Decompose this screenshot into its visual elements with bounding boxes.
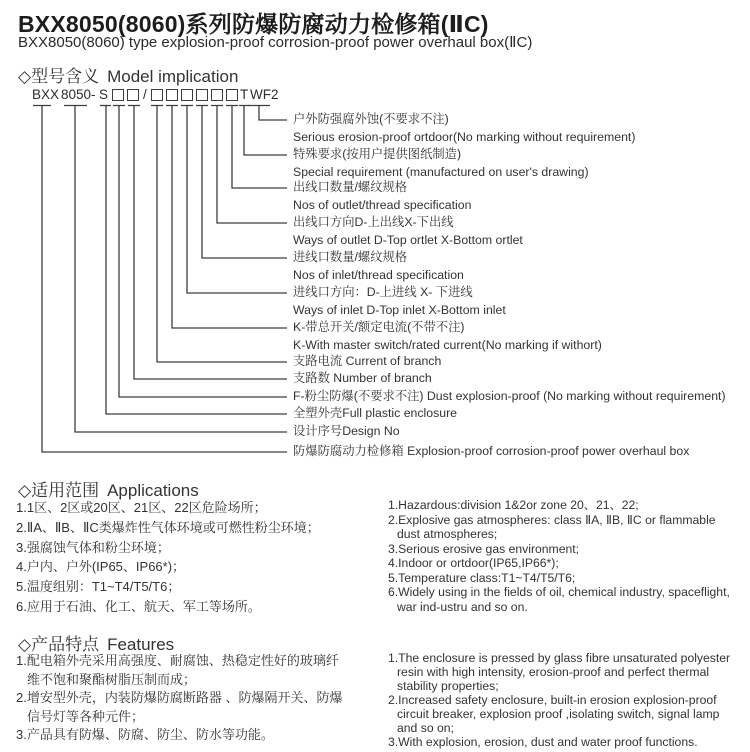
list-line: stability properties;	[397, 679, 499, 693]
model-section-header-cn: ◇型号含义	[18, 67, 100, 86]
diagram-connector-line	[196, 106, 287, 259]
model-entry	[293, 405, 457, 423]
diagram-connector-line	[100, 106, 287, 415]
model-code-part: BXX	[32, 87, 60, 102]
list-item	[16, 689, 342, 726]
model-code-part: -	[91, 87, 96, 102]
model-entry-line: Special requirement (manufactured on user's drawing)	[293, 164, 589, 179]
list-line: 1.Hazardous:division 1&2or zone 20、21、22;	[388, 498, 639, 512]
features-section-header-cn: ◇产品特点	[18, 635, 100, 654]
model-entry-line: 出线口方向D-上出线X-下出线	[293, 215, 454, 229]
model-entry	[293, 111, 635, 146]
features-list-en	[388, 651, 730, 749]
list-item	[388, 585, 730, 614]
diagram-connector-line	[226, 106, 287, 189]
diagram-connector-line	[239, 106, 287, 156]
list-item	[16, 652, 342, 689]
list-item	[16, 557, 320, 577]
list-line: 6.Widely using in the fields of oil, chemical industry, spaceflight,	[388, 585, 730, 599]
list-line: 6.应用于石油、化工、航天、军工等场所。	[16, 598, 261, 614]
list-item	[16, 577, 320, 597]
model-entry-line: Nos of outlet/thread specification	[293, 197, 472, 212]
diagram-connector-line	[33, 106, 287, 453]
model-entry-line: 全塑外壳Full plastic enclosure	[293, 406, 458, 420]
list-line: 1.1区、2区或20区、21区、22区危险场所；	[16, 500, 267, 515]
model-entry	[293, 388, 726, 406]
model-code-part: WF2	[250, 87, 279, 102]
model-entry-line: 防爆防腐动力检修箱 Explosion-proof corrosion-proof power overhaul box	[293, 444, 690, 458]
list-item	[16, 538, 320, 558]
model-entry-line: 支路数 Number of branch	[293, 371, 432, 385]
list-line: 信号灯等各种元件；	[27, 708, 145, 724]
model-entry-line: Ways of outlet D-Top ortlet X-Bottom ortlet	[293, 232, 523, 247]
model-entry	[293, 353, 441, 371]
model-entry-line: 特殊要求(按用户提供图纸制造)	[293, 147, 462, 161]
list-line: 1.配电箱外壳采用高强度、耐腐蚀、热稳定性好的玻璃纤	[16, 653, 339, 668]
model-entry-line: F-粉尘防爆(不要求不注) Dust explosion-proof (No marking without requirement)	[293, 389, 726, 403]
model-entry	[293, 423, 400, 441]
list-line: 1.The enclosure is pressed by glass fibre unsaturated polyester	[388, 651, 731, 665]
model-entry-line: Nos of inlet/thread specification	[293, 267, 464, 282]
model-entry	[293, 249, 464, 284]
model-entry-line: 出线口数量/螺纹规格	[293, 180, 408, 194]
diagram-connector-line	[248, 106, 287, 121]
list-line: 3.强腐蚀气体和粉尘环境；	[16, 539, 170, 555]
model-entry	[293, 319, 602, 354]
applications-list-en	[388, 498, 730, 614]
diagram-connector-line	[181, 106, 287, 294]
list-item	[388, 542, 730, 557]
list-line: 5.温度组别：T1~T4/T5/T6；	[16, 579, 181, 595]
list-item	[388, 735, 730, 749]
list-line: 3.Serious erosive gas environment;	[388, 541, 580, 556]
model-entry-line: 进线口方向：D-上进线 X- 下进线	[293, 285, 473, 299]
list-line: dust atmospheres;	[397, 527, 498, 541]
diagram-connector-line	[211, 106, 287, 224]
model-entry	[293, 146, 589, 181]
list-item	[388, 513, 730, 542]
list-line: 4.Indoor or ortdoor(IP65,IP66*);	[388, 556, 559, 570]
model-entry-line: 设计序号Design No	[293, 424, 400, 438]
features-list-cn	[16, 652, 342, 745]
list-item	[388, 498, 730, 513]
list-line: circuit breaker, explosion proof ,isolating switch, signal lamp	[397, 707, 720, 721]
list-item	[388, 571, 730, 586]
model-code-part: T	[240, 87, 249, 102]
model-entry-line: 进线口数量/螺纹规格	[293, 250, 408, 264]
page-title-cn: BXX8050(8060)系列防爆防腐动力检修箱(ⅡC)	[18, 11, 489, 37]
list-line: and so on;	[397, 721, 454, 735]
applications-section-header-cn: ◇适用范围	[18, 481, 100, 500]
list-item	[388, 693, 730, 735]
list-item	[16, 518, 320, 538]
model-entry-line: 支路电流 Current of branch	[293, 354, 442, 368]
list-item	[16, 726, 342, 745]
list-line: war ind-ustru and so on.	[397, 599, 528, 614]
list-line: 4.户内、户外(IP65、IP66*)；	[16, 559, 186, 575]
list-line: 3.产品具有防爆、防腐、防尘、防水等功能。	[16, 727, 274, 742]
model-entry-line: Serious erosion-proof ortdoor(No marking without requirement)	[293, 129, 636, 144]
model-code-part: 8050	[61, 87, 92, 102]
list-line: 5.Temperature class:T1~T4/T5/T6;	[388, 570, 576, 585]
diagram-connector-line	[166, 106, 287, 329]
applications-list-cn	[16, 498, 320, 617]
list-line: 2.增安型外壳，内装防爆防腐断路器 、防爆隔开关、防爆	[16, 690, 343, 705]
diagram-connector-line	[128, 106, 287, 380]
list-item	[16, 498, 320, 518]
list-item	[388, 556, 730, 571]
model-entry	[293, 179, 471, 214]
model-code-part: /	[143, 87, 147, 102]
model-entry-line: 户外防强腐外蚀(不要求不注)	[293, 112, 449, 126]
list-line: 2.Increased safety enclosure, built-in erosion explosion-proof	[388, 693, 717, 707]
list-line: 维不饱和聚酯树脂压制而成；	[27, 671, 197, 687]
applications-section-header-en: Applications	[107, 481, 199, 500]
features-section-header-en: Features	[107, 635, 175, 654]
model-entry	[293, 370, 432, 388]
list-item	[16, 597, 320, 617]
model-section-header-en: Model implication	[107, 67, 239, 86]
list-line: 3.With explosion, erosion, dust and water proof functions.	[388, 735, 698, 749]
model-entry	[293, 284, 506, 319]
model-code-part: S	[99, 87, 109, 102]
model-entry-line: K-With master switch/rated current(No marking if withort)	[293, 337, 602, 352]
model-entry	[293, 214, 523, 249]
model-entry-line: K-带总开关/额定电流(不带不注)	[293, 320, 465, 334]
model-entry	[293, 443, 689, 461]
page-title-en: BXX8050(8060) type explosion-proof corrosion-proof power overhaul box(ⅡC)	[18, 34, 533, 51]
list-line: resin with high intensity, erosion-proof and perfect thermal	[397, 665, 710, 679]
list-item	[388, 651, 730, 693]
list-line: 2.Explosive gas atmospheres: class ⅡA, ⅡB, ⅡC or flammable	[388, 512, 716, 527]
model-entry-line: Ways of inlet D-Top inlet X-Bottom inlet	[293, 302, 506, 317]
diagram-connector-line	[113, 106, 287, 398]
list-line: 2.ⅡA、ⅡB、ⅡC类爆炸性气体环境或可燃性粉尘环境；	[16, 519, 320, 535]
